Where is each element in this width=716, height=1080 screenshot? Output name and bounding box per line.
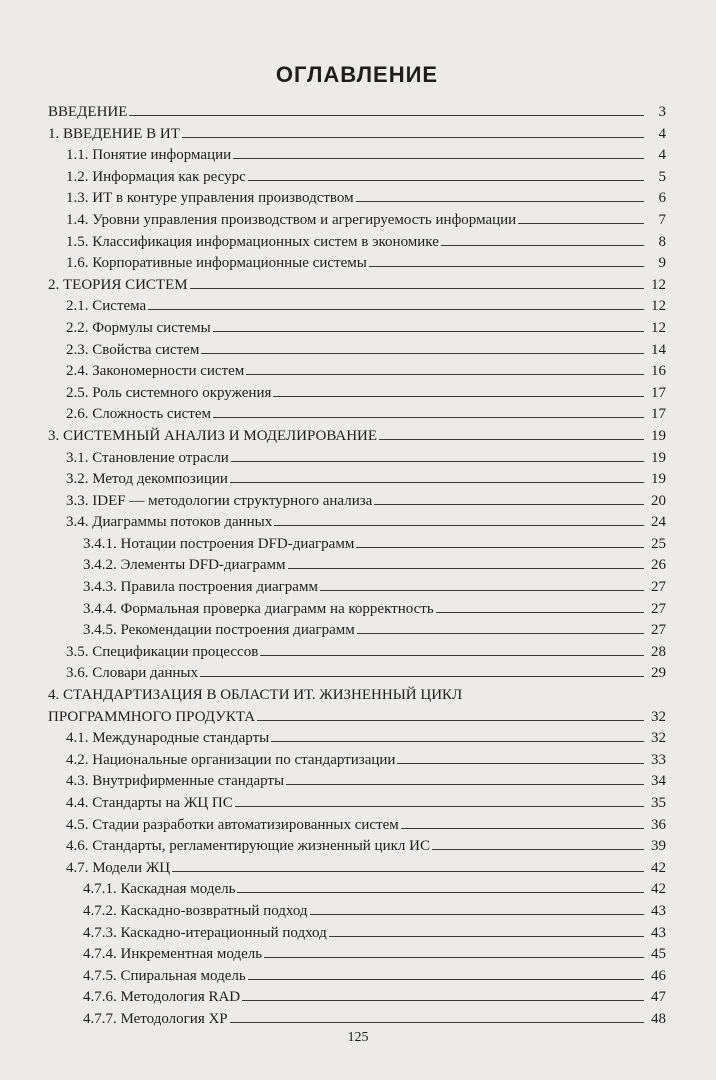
- toc-entry-page: 4: [658, 147, 666, 164]
- leader-dots: [230, 482, 644, 483]
- toc-entry: [48, 836, 666, 858]
- toc-entry-page: 12: [651, 319, 666, 336]
- toc-entry: [48, 318, 666, 340]
- toc-entry: [48, 534, 666, 556]
- toc-entry-page: 35: [651, 795, 666, 811]
- toc-entry: [48, 728, 666, 750]
- toc-entry: [48, 383, 666, 405]
- leader-dots: [518, 223, 644, 224]
- toc-entry: [48, 145, 666, 167]
- toc-entry-title: 3.4.5. Рекомендации построения диаграмм: [83, 622, 355, 639]
- leader-dots: [436, 612, 644, 613]
- toc-entry: [48, 512, 666, 534]
- toc-entry-page: 42: [651, 881, 666, 898]
- toc-entry-page: 5: [658, 168, 666, 185]
- toc-entry-title: 1.4. Уровни управления производством и агрегируемость информации: [66, 211, 517, 228]
- toc-entry-page: 17: [651, 406, 666, 423]
- leader-dots: [248, 180, 644, 181]
- leader-dots: [148, 309, 644, 310]
- page-title: ОГЛАВЛЕНИЕ: [275, 62, 439, 87]
- leader-dots: [129, 115, 644, 116]
- toc-entry: [48, 361, 666, 383]
- toc-entry: [48, 167, 666, 189]
- leader-dots: [230, 1022, 644, 1023]
- toc-entry: [48, 685, 666, 728]
- toc-entry-page: 29: [651, 665, 666, 682]
- leader-dots: [329, 936, 644, 937]
- toc-entry: [48, 923, 666, 945]
- toc-entry-page: 24: [651, 514, 666, 531]
- leader-dots: [356, 201, 644, 202]
- toc-entry: [48, 253, 666, 275]
- leader-dots: [379, 439, 644, 440]
- toc-entry-title: 1.2. Информация как ресурс: [66, 168, 246, 185]
- toc-entry-page: 33: [651, 751, 666, 768]
- leader-dots: [213, 331, 644, 332]
- toc-entry: [48, 426, 666, 448]
- toc-entry-page: 17: [651, 384, 666, 401]
- toc-entry-title: 2.4. Закономерности систем: [66, 363, 245, 380]
- leader-dots: [182, 137, 644, 138]
- toc-entry-page: 20: [651, 492, 666, 509]
- toc-entry: [48, 404, 666, 426]
- toc-entry-title: 3.3. IDEF — методологии структурного анализа: [66, 492, 373, 509]
- leader-dots: [274, 525, 644, 526]
- toc-entry-title: 4.6. Стандарты, регламентирующие жизненный цикл ИС: [66, 838, 430, 855]
- toc-entry-title: 4.7.4. Инкрементная модель: [83, 946, 263, 963]
- toc-entry-page: 28: [651, 643, 666, 660]
- toc-entry-page: 48: [651, 1010, 666, 1027]
- toc-entry-title: 2.5. Роль системного окружения: [66, 384, 272, 401]
- leader-dots: [200, 676, 644, 677]
- toc-entry: [48, 210, 666, 232]
- leader-dots: [369, 266, 644, 267]
- toc-entry-page: 43: [651, 902, 666, 919]
- toc-entry-page: 4: [658, 125, 666, 142]
- toc-entry-page: 36: [651, 816, 666, 833]
- toc-entry-page: 46: [651, 967, 666, 984]
- toc-entry-title: 4.7.2. Каскадно-возвратный подход: [83, 902, 308, 919]
- toc-entry-title: 3.2. Метод декомпозиции: [66, 471, 228, 488]
- toc-entry: [48, 296, 666, 318]
- toc-entry: [48, 491, 666, 513]
- toc-entry-title: 2.3. Свойства систем: [66, 341, 200, 358]
- toc-entry-page: 12: [651, 276, 666, 293]
- toc-entry-page: 43: [651, 924, 666, 941]
- toc-entry: [48, 987, 666, 1009]
- leader-dots: [233, 158, 644, 159]
- leader-dots: [231, 461, 644, 462]
- toc-entry-page: 34: [651, 773, 666, 790]
- leader-dots: [320, 590, 644, 591]
- toc-entry-title: 4.7.6. Методология RAD: [83, 989, 241, 1006]
- toc-entry: [48, 599, 666, 621]
- leader-dots: [242, 1000, 644, 1001]
- toc-entry: [48, 771, 666, 793]
- toc-entry-title: 3. СИСТЕМНЫЙ АНАЛИЗ И МОДЕЛИРОВАНИЕ: [48, 427, 378, 444]
- toc-entry-page: 27: [651, 600, 666, 617]
- toc-entry: [48, 750, 666, 772]
- toc-entry-page: 8: [658, 233, 666, 250]
- leader-dots: [237, 892, 644, 893]
- toc-entry: [48, 793, 666, 815]
- toc-entry: [48, 944, 666, 966]
- toc-entry-title: 4. СТАНДАРТИЗАЦИЯ В ОБЛАСТИ ИТ. ЖИЗНЕННЫЙ ЦИКЛ: [48, 687, 463, 704]
- toc-entry: [48, 340, 666, 362]
- toc-entry-title: 4.7.5. Спиральная модель: [83, 967, 246, 984]
- toc-entry-title: 3.4. Диаграммы потоков данных: [66, 514, 273, 531]
- toc-entry-page: 25: [651, 535, 666, 552]
- toc-entry-page: 19: [651, 449, 666, 466]
- toc-entry-title: 3.5. Спецификации процессов: [66, 643, 259, 660]
- toc-entry: [48, 232, 666, 254]
- toc-entry-title: 3.4.2. Элементы DFD-диаграмм: [83, 557, 286, 574]
- toc-entry: [48, 102, 666, 124]
- toc-entry-page: 42: [651, 859, 666, 876]
- leader-dots: [190, 288, 644, 289]
- toc-entry-page: 12: [651, 298, 666, 315]
- toc-entry-title: 3.4.4. Формальная проверка диаграмм на корректность: [83, 600, 434, 617]
- toc-entry: [48, 577, 666, 599]
- toc-entry: [48, 642, 666, 664]
- leader-dots: [374, 504, 644, 505]
- toc-entry-title: 4.7. Модели ЖЦ: [66, 859, 171, 876]
- toc-entry-page: 32: [651, 708, 666, 725]
- toc-entry-page: 7: [658, 211, 666, 228]
- leader-dots: [172, 871, 644, 872]
- toc-entry: [48, 124, 666, 146]
- toc-entry: [48, 620, 666, 642]
- leader-dots: [257, 720, 644, 721]
- leader-dots: [248, 979, 644, 980]
- toc-entry-page: 3: [658, 104, 666, 120]
- toc-entry-title: 2.6. Сложность систем: [66, 406, 211, 423]
- toc-entry-page: 26: [651, 557, 666, 574]
- toc-entry-title: 4.2. Национальные организации по стандартизации: [66, 751, 396, 768]
- toc-entry-title: 4.1. Международные стандарты: [66, 730, 270, 747]
- toc-entry: [48, 555, 666, 577]
- toc-entry: [48, 188, 666, 210]
- toc-entry-page: 32: [651, 730, 666, 747]
- leader-dots: [357, 633, 644, 634]
- toc-entry-title-continued: ПРОГРАММНОГО ПРОДУКТА: [48, 708, 256, 725]
- leader-dots: [201, 353, 644, 354]
- toc-entry-title: 4.7.7. Методология XP: [83, 1010, 228, 1027]
- toc-entry: [48, 469, 666, 491]
- leader-dots: [273, 396, 644, 397]
- leader-dots: [286, 784, 644, 785]
- toc-entry: [48, 448, 666, 470]
- toc-entry: [48, 901, 666, 923]
- leader-dots: [213, 417, 644, 418]
- toc-entry: [48, 1009, 666, 1031]
- leader-dots: [271, 741, 644, 742]
- leader-dots: [264, 957, 644, 958]
- toc-entry-page: 27: [651, 622, 666, 639]
- toc-entry-page: 19: [651, 471, 666, 488]
- toc-entry-page: 6: [658, 190, 666, 207]
- leader-dots: [310, 914, 644, 915]
- toc-entry-title: 3.4.3. Правила построения диаграмм: [83, 579, 318, 596]
- toc-entry-title: 1.6. Корпоративные информационные системы: [66, 255, 367, 272]
- toc-entry-title: 4.5. Стадии разработки автоматизированных систем: [66, 816, 399, 833]
- toc-entry-page: 16: [651, 363, 666, 380]
- toc-entry-title: 1.5. Классификация информационных систем в экономике: [66, 233, 439, 250]
- toc-entry-page: 14: [651, 341, 666, 358]
- toc-entry-title: 1.1. Понятие информации: [66, 147, 232, 164]
- toc-entry-page: 9: [658, 255, 666, 272]
- toc-entry: [48, 879, 666, 901]
- toc-entry-title: 2. ТЕОРИЯ СИСТЕМ: [48, 276, 188, 293]
- leader-dots: [432, 849, 644, 850]
- toc-entry-title: 4.7.1. Каскадная модель: [83, 881, 236, 898]
- toc-entry-page: 19: [651, 427, 666, 444]
- toc-entry-title: 4.7.3. Каскадно-итерационный подход: [83, 924, 327, 941]
- toc-entry: [48, 858, 666, 880]
- page-number: 125: [347, 1030, 369, 1045]
- leader-dots: [246, 374, 644, 375]
- leader-dots: [397, 763, 644, 764]
- table-of-contents: [48, 102, 666, 1031]
- toc-entry-title: 2.1. Система: [66, 298, 147, 315]
- leader-dots: [260, 655, 644, 656]
- toc-entry-title: 3.4.1. Нотации построения DFD-диаграмм: [83, 535, 355, 552]
- leader-dots: [288, 568, 644, 569]
- toc-entry-page: 39: [651, 838, 666, 855]
- toc-entry-page: 45: [651, 946, 666, 963]
- leader-dots: [356, 547, 644, 548]
- toc-entry-page: 27: [651, 579, 666, 596]
- toc-entry-title: 3.6. Словари данных: [66, 665, 198, 682]
- toc-entry-title: ВВЕДЕНИЕ: [48, 104, 128, 120]
- toc-entry: [48, 275, 666, 297]
- toc-entry-title: 3.1. Становление отрасли: [66, 449, 229, 466]
- leader-dots: [235, 806, 644, 807]
- toc-entry-title: 1. ВВЕДЕНИЕ В ИТ: [48, 125, 180, 142]
- leader-dots: [441, 245, 644, 246]
- toc-entry-page: 47: [651, 989, 666, 1006]
- leader-dots: [401, 828, 644, 829]
- toc-entry-title: 4.3. Внутрифирменные стандарты: [66, 773, 285, 790]
- toc-entry: [48, 663, 666, 685]
- toc-entry-title: 1.3. ИТ в контуре управления производством: [66, 190, 354, 207]
- toc-entry: [48, 815, 666, 837]
- toc-entry-title: 2.2. Формулы системы: [66, 319, 211, 336]
- toc-entry: [48, 966, 666, 988]
- toc-entry-title: 4.4. Стандарты на ЖЦ ПС: [66, 795, 233, 811]
